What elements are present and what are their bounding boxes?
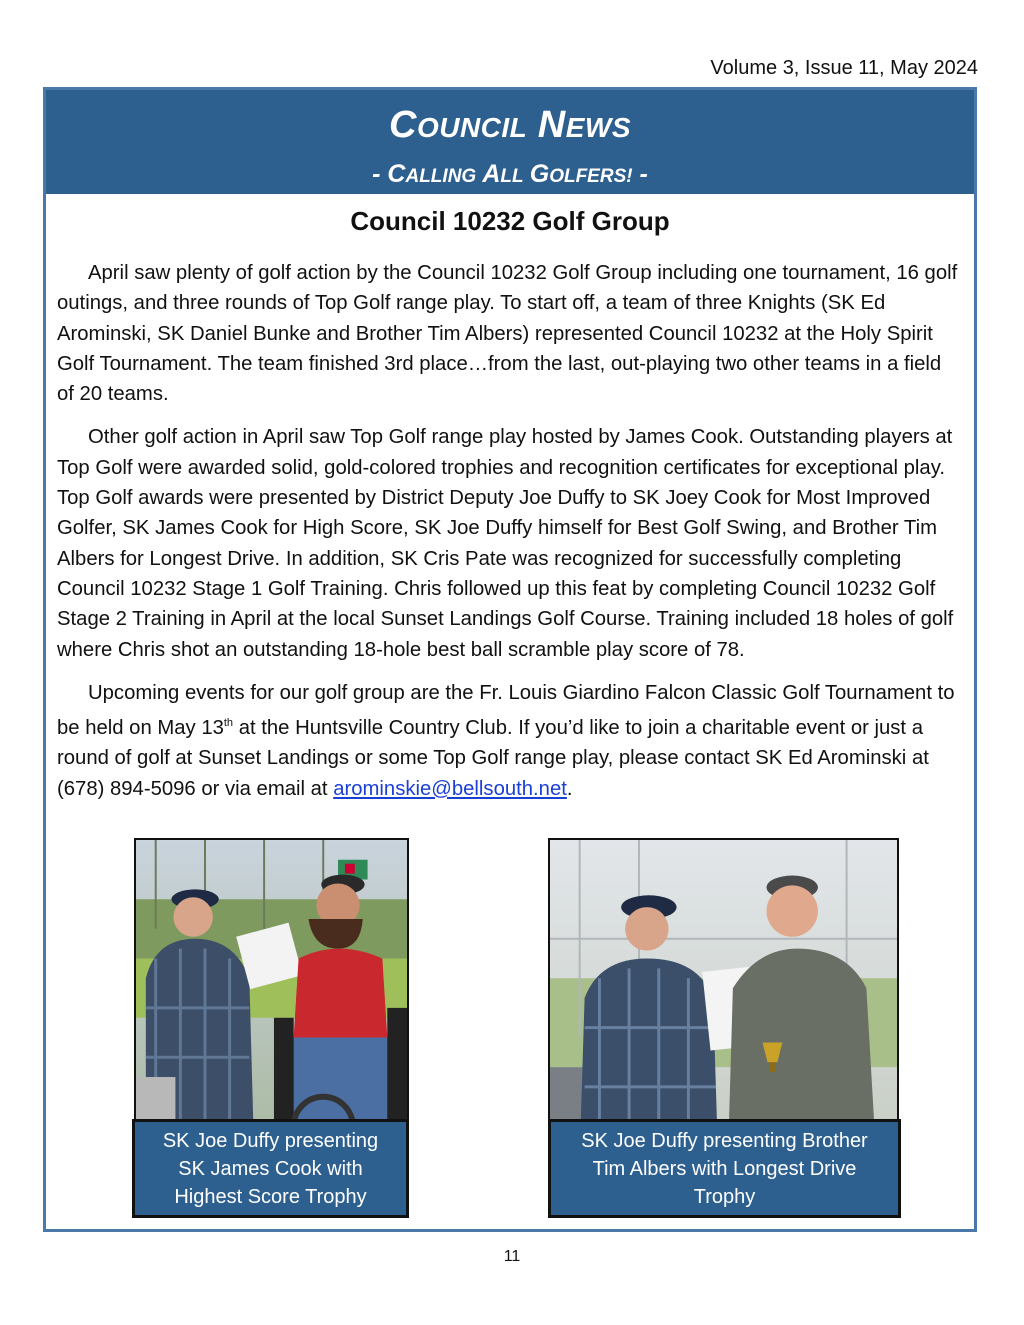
paragraph: April saw plenty of golf action by the Council 10232 Golf Group including one tournament, 16 golf outings, and three rounds of Top Golf range play. To start off, a team of three Knights (SK Ed Arominski, SK Daniel Bunke and Brother Tim Albers) represented Council 10232 at the Holy Spirit Golf Tournament. The team finished 3rd place…from the last, out-playing two other teams in a field of 20 teams.	[57, 262, 958, 406]
banner-title: COUNCIL NEWS	[388, 104, 632, 146]
page-number: 11	[503, 1248, 521, 1265]
photo-caption: SK Joe Duffy presenting Brother Tim Albers with Longest Drive Trophy	[548, 1119, 901, 1218]
photo-image	[550, 840, 897, 1158]
issue-line: Volume 3, Issue 11, May 2024	[710, 57, 978, 79]
banner-subtitle: - CALLING ALL GOLFERS! -	[372, 160, 648, 188]
superscript: th	[223, 717, 234, 730]
email-link[interactable]: arominskie@bellsouth.net	[333, 777, 567, 800]
section-banner	[46, 90, 974, 194]
paragraph: Other golf action in April saw Top Golf range play hosted by James Cook. Outstanding players at Top Golf were awarded solid, gold-colored trophies and recognition certificates for exceptional play. Top Golf awards were presented by District Deputy Joe Duffy to SK Joey Cook for Most Improved Golfer, SK James Cook for High Score, SK Joe Duffy himself for Best Golf Swing, and Brother Tim Albers for Longest Drive. In addition, SK Cris Pate was recognized for successfully completing Council 10232 Stage 1 Golf Training. Chris followed up this feat by completing Council 10232 Golf Stage 2 Training in April at the local Sunset Landings Golf Course. Training included 18 holes of golf where Chris shot an outstanding 18-hole best ball scramble play score of 78.	[57, 426, 954, 661]
article-body	[57, 258, 962, 817]
photo-tim-albers-award	[548, 838, 899, 1160]
paragraph: Upcoming events for our golf group are the Fr. Louis Giardino Falcon Classic Golf Tournament to be held on May 13th at the Huntsville Country Club. If you’d like to join a charitable event or just a round of golf at Sunset Landings or some Top Golf range play, please contact SK Ed Arominski at (678) 894-5096 or via email at arominskie@bellsouth.net.	[57, 681, 955, 800]
article-heading: Council 10232 Golf Group	[350, 206, 670, 236]
photo-james-cook-award	[134, 838, 409, 1160]
photo-image	[136, 840, 407, 1158]
photo-caption: SK Joe Duffy presenting SK James Cook with Highest Score Trophy	[132, 1119, 409, 1218]
